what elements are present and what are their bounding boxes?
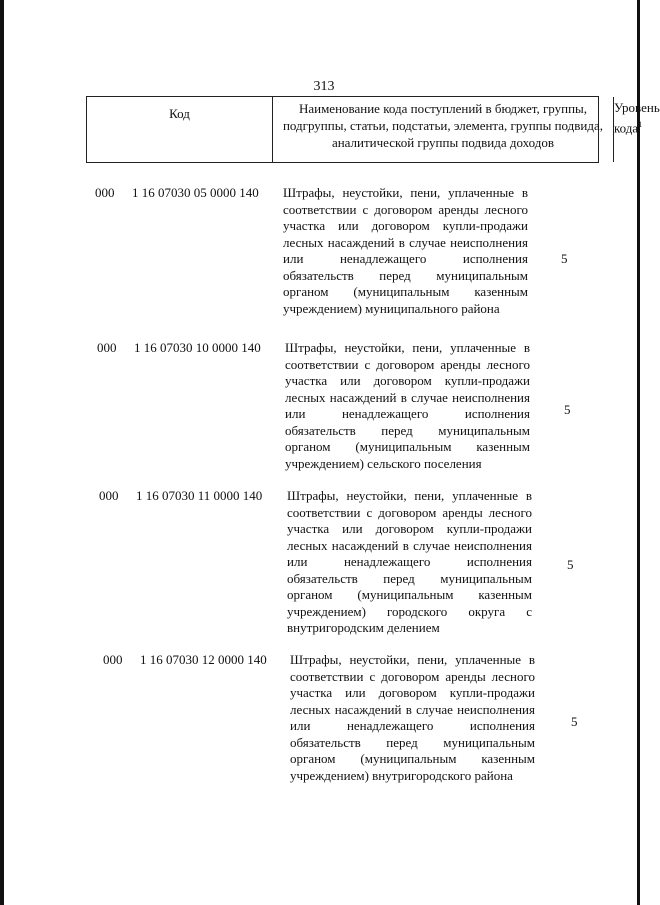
header-code: Код [169, 106, 190, 121]
income-code: 1 16 07030 12 0000 140 [140, 652, 267, 667]
income-code: 1 16 07030 05 0000 140 [132, 185, 259, 200]
code-level: 5 [571, 714, 578, 729]
admin-code: 000 [103, 652, 123, 667]
income-name: Штрафы, неустойки, пени, уплаченные в соответствии с договором аренды лесного участка или договором купли-продажи лесных насаждений в случае неисполнения или ненадлежащего исполнения обязательств перед муниципальным органом (муниципальным казенным учреждением) муниципального района [283, 185, 528, 316]
income-name: Штрафы, неустойки, пени, уплаченные в соответствии с договором аренды лесного участка или договором купли-продажи лесных насаждений в случае неисполнения или ненадлежащего исполнения обязательств перед муниципальным органом (муниципальным казенным учреждением) сельского поселения [285, 340, 530, 471]
header-name: Наименование кода поступлений в бюджет, группы, подгруппы, статьи, подстатьи, элемента, группы подвида, аналитической группы подвида доходов [272, 97, 614, 162]
header-level-footnote: 1 [638, 120, 643, 129]
income-name: Штрафы, неустойки, пени, уплаченные в соответствии с договором аренды лесного участка или договором купли-продажи лесных насаждений в случае неисполнения или ненадлежащего исполнения обязательств перед муниципальным органом (муниципальным казенным учреждением) внутригородского района [290, 652, 535, 783]
page-number: 313 [313, 79, 335, 94]
code-level: 5 [564, 402, 571, 417]
code-level: 5 [561, 251, 568, 266]
admin-code: 000 [97, 340, 117, 355]
income-name: Штрафы, неустойки, пени, уплаченные в соответствии с договором аренды лесного участка или договором купли-продажи лесных насаждений в случае неисполнения или ненадлежащего исполнения обязательств перед муниципальным органом (муниципальным казенным учреждением) городского округа с внутригородским делением [287, 488, 532, 635]
income-code: 1 16 07030 11 0000 140 [136, 488, 263, 503]
header-level-label: Уровень кода [614, 100, 660, 136]
table-header [86, 96, 660, 163]
admin-code: 000 [99, 488, 119, 503]
code-level: 5 [567, 557, 574, 572]
income-code: 1 16 07030 10 0000 140 [134, 340, 261, 355]
admin-code: 000 [95, 185, 115, 200]
